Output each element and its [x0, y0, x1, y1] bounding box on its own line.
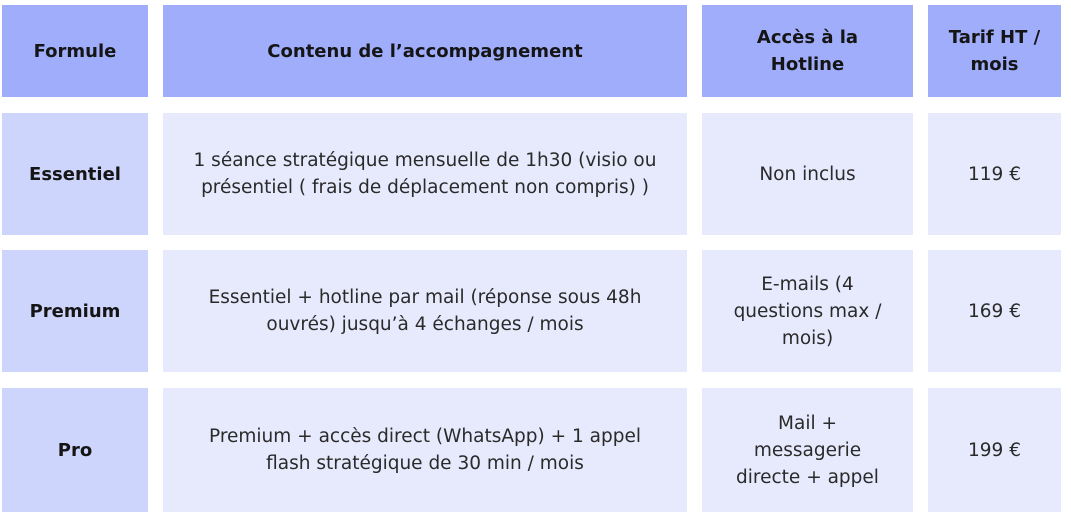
header-hotline: Accès à la Hotline: [702, 5, 913, 97]
row-essentiel-hotline: Non inclus: [702, 113, 913, 235]
header-formule: Formule: [2, 5, 148, 97]
header-contenu: Contenu de l’accompagnement: [163, 5, 687, 97]
row-essentiel-formule: Essentiel: [2, 113, 148, 235]
row-premium-contenu: Essentiel + hotline par mail (réponse sous 48h ouvrés) jusqu’à 4 échanges / mois: [163, 250, 687, 372]
row-pro-hotline: Mail + messagerie directe + appel: [702, 388, 913, 512]
row-premium-hotline: E-mails (4 questions max / mois): [702, 250, 913, 372]
row-essentiel-contenu: 1 séance stratégique mensuelle de 1h30 (visio ou présentiel ( frais de déplacement non compris) ): [163, 113, 687, 235]
row-premium-tarif: 169 €: [928, 250, 1061, 372]
header-tarif: Tarif HT / mois: [928, 5, 1061, 97]
row-essentiel-tarif: 119 €: [928, 113, 1061, 235]
row-pro-formule: Pro: [2, 388, 148, 512]
row-pro-tarif: 199 €: [928, 388, 1061, 512]
row-premium-formule: Premium: [2, 250, 148, 372]
row-pro-contenu: Premium + accès direct (WhatsApp) + 1 appel flash stratégique de 30 min / mois: [163, 388, 687, 512]
